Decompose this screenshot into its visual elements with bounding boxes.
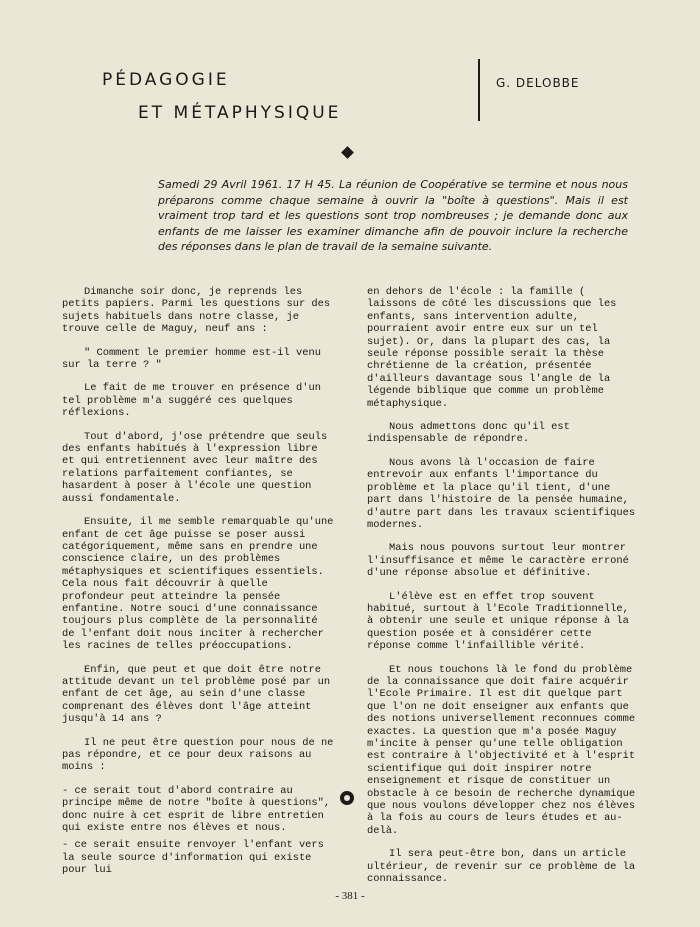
paragraph: Tout d'abord, j'ose prétendre que seuls des enfants habitués à l'expression libre et qui entretiennent avec leur maître des relations parfaitement confiantes, se hasardent à poser à l'école une question aussi fondamentale. xyxy=(62,430,328,505)
paragraph: " Comment le premier homme est-il venu sur la terre ? " xyxy=(62,346,321,372)
paragraph: L'élève est en effet trop souvent habitué, surtout à l'Ecole Traditionnelle, à obtenir une seule et unique réponse à la question posée et à considérer cette réponse comme l'infaillible vérité. xyxy=(367,590,629,653)
title-line-1: PÉDAGOGIE xyxy=(102,70,230,90)
right-column xyxy=(367,286,637,896)
paragraph: Ensuite, il me semble remarquable qu'une enfant de cet âge puisse se poser aussi catégoriquement, même sans en prendre une conscience claire, un des problèmes métaphysiques et scientifiques essentiels. Cela nous fait découvrir à quelle profondeur peut atteindre la pensée enfantine. Notre souci d'une connaissance toujours plus complète de la personnalité de l'enfant doit nous inciter à rechercher les racines de telles préoccupations. xyxy=(62,516,334,653)
page-number: - 381 - xyxy=(335,890,365,902)
paragraph: - ce serait tout d'abord contraire au principe même de notre "boîte à questions", donc nuire à cet esprit de libre entretien qui existe entre nos élèves et nous. xyxy=(62,784,331,835)
paragraph: Il sera peut-être bon, dans un article ultérieur, de revenir sur ce problème de la connaissance. xyxy=(367,848,636,886)
paragraph: Nous admettons donc qu'il est indispensable de répondre. xyxy=(367,421,570,446)
paragraph: Il ne peut être question pour nous de ne pas répondre, et ce pour deux raisons au moins : xyxy=(62,736,334,774)
author-name: G. DELOBBE xyxy=(496,76,580,90)
diamond-icon xyxy=(341,146,354,159)
paragraph: Et nous touchons là le fond du problème de la connaissance que doit faire acquérir l'Ecole Primaire. Il est dit quelque part que l'on ne doit enseigner aux enfants que des notions universellement reconnues comme exactes. La question que m'a posée Maguy m'incite à penser qu'une telle obligation est contraire à l'objectivité et à l'esprit scientifique qui doit inspirer notre enseignement et risque de constituer un obstacle à ce besoin de recherche dynamique que nous voulons développer chez nos élèves à la fois au cours de leurs études et au-delà. xyxy=(367,663,636,837)
paragraph: en dehors de l'école : la famille ( laissons de côté les discussions que les enfants, sans intervention adulte, pourraient avoir entre eux sur un tel sujet). Or, dans la plupart des cas, la seule réponse possible serait la thèse chrétienne de la création, présentée d'ailleurs davantage sous l'angle de la légende biblique que comme un problème métaphysique. xyxy=(367,286,617,410)
circle-ornament-icon xyxy=(340,791,354,805)
paragraph: Dimanche soir donc, je reprends les petits papiers. Parmi les questions sur des sujets habituels dans notre classe, je trouve celle de Maguy, neuf ans : xyxy=(62,286,331,336)
left-column xyxy=(62,286,334,888)
vertical-divider xyxy=(478,59,480,121)
paragraph: Le fait de me trouver en présence d'un tel problème m'a suggéré ces quelques réflexions. xyxy=(62,382,321,420)
paragraph: Mais nous pouvons surtout leur montrer l'insuffisance et même le caractère erroné d'une réponse absolue et définitive. xyxy=(367,542,629,580)
intro-text: Samedi 29 Avril 1961. 17 H 45. La réunion de Coopérative se termine et nous nous préparons comme chaque semaine à ouvrir la "boîte à questions". Mais il est vraiment trop tard et les questions sont trop nombreuses ; je demande donc aux enfants de me laisser les examiner dimanche afin de pouvoir inclure la recherche des réponses dans le plan de travail de la semaine suivante. xyxy=(158,178,628,253)
paragraph: Enfin, que peut et que doit être notre attitude devant un tel problème posé par un enfant de cet âge, au sein d'une classe comprenant des élèves dont l'âge atteint jusqu'à 14 ans ? xyxy=(62,663,331,726)
paragraph: - ce serait ensuite renvoyer l'enfant vers la seule source d'information qui existe pour lui xyxy=(62,839,324,877)
paragraph: Nous avons là l'occasion de faire entrevoir aux enfants l'importance du problème et la place qu'il tient, d'une part dans l'histoire de la pensée humaine, d'autre part dans les travaux scientifiques modernes. xyxy=(367,456,636,531)
title-line-2: ET MÉTAPHYSIQUE xyxy=(138,103,342,123)
article-title xyxy=(102,64,341,130)
intro-paragraph xyxy=(158,177,628,255)
